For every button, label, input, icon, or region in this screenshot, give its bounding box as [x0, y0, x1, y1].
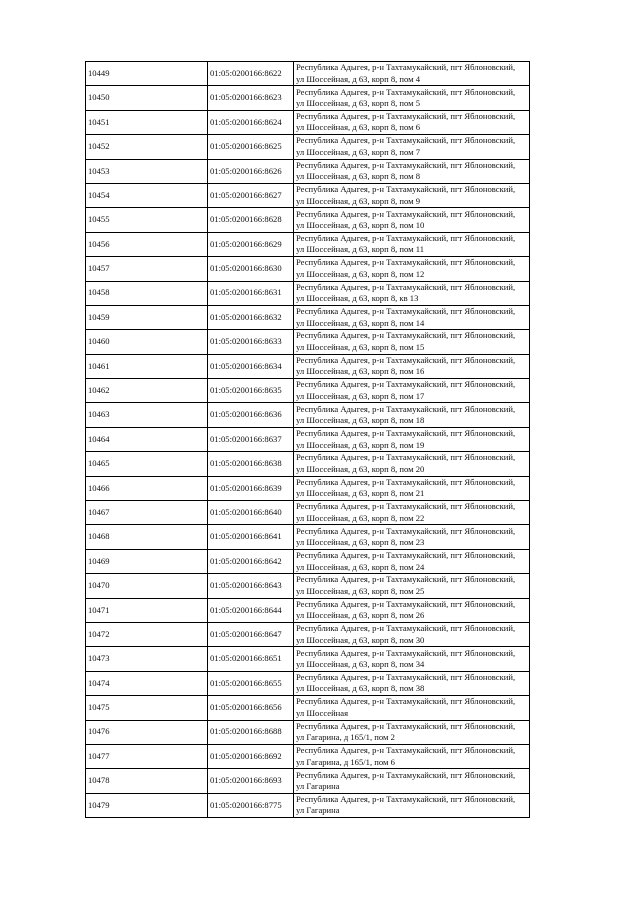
table-row — [86, 330, 530, 354]
record-number-cell: 10466 — [86, 476, 208, 500]
record-number-cell: 10450 — [86, 86, 208, 110]
address-cell — [294, 379, 530, 403]
address-cell — [294, 330, 530, 354]
table-row — [86, 769, 530, 793]
cadastral-number-cell: 01:05:0200166:8640 — [208, 501, 294, 525]
address-line-street: ул Гагарина, д 165/1, пом 6 — [296, 756, 395, 767]
record-number-cell: 10459 — [86, 305, 208, 329]
cadastral-number-cell: 01:05:0200166:8647 — [208, 622, 294, 646]
address-line-region: Республика Адыгея, р-н Тахтамукайский, пгт Яблоновский, — [296, 354, 516, 365]
address-line-street: ул Шоссейная, д 63, корп 8, пом 30 — [296, 634, 425, 645]
cadastral-number-cell: 01:05:0200166:8626 — [208, 159, 294, 183]
address-cell — [294, 305, 530, 329]
record-number-cell: 10479 — [86, 793, 208, 817]
address-line-street: ул Шоссейная, д 63, корп 8, кв 13 — [296, 293, 419, 304]
cadastral-number-cell: 01:05:0200166:8641 — [208, 525, 294, 549]
table-row — [86, 354, 530, 378]
cadastral-number-cell: 01:05:0200166:8623 — [208, 86, 294, 110]
address-line-region: Республика Адыгея, р-н Тахтамукайский, пгт Яблоновский, — [296, 257, 516, 268]
address-line-street: ул Шоссейная, д 63, корп 8, пом 25 — [296, 585, 425, 596]
record-number-cell: 10471 — [86, 598, 208, 622]
address-cell — [294, 257, 530, 281]
address-line-street: ул Шоссейная, д 63, корп 8, пом 19 — [296, 439, 425, 450]
cadastral-number-cell: 01:05:0200166:8775 — [208, 793, 294, 817]
address-line-region: Республика Адыгея, р-н Тахтамукайский, пгт Яблоновский, — [296, 769, 516, 780]
address-line-region: Республика Адыгея, р-н Тахтамукайский, пгт Яблоновский, — [296, 696, 516, 707]
address-line-street: ул Шоссейная, д 63, корп 8, пом 21 — [296, 488, 425, 499]
cadastral-number-cell: 01:05:0200166:8688 — [208, 720, 294, 744]
cadastral-number-cell: 01:05:0200166:8651 — [208, 647, 294, 671]
address-cell — [294, 135, 530, 159]
cadastral-number-cell: 01:05:0200166:8656 — [208, 696, 294, 720]
address-cell — [294, 208, 530, 232]
address-line-street: ул Шоссейная, д 63, корп 8, пом 10 — [296, 220, 425, 231]
cadastral-number-cell: 01:05:0200166:8624 — [208, 110, 294, 134]
record-number-cell: 10451 — [86, 110, 208, 134]
address-line-street: ул Шоссейная, д 63, корп 8, пом 9 — [296, 195, 421, 206]
record-number-cell: 10455 — [86, 208, 208, 232]
address-line-street: ул Шоссейная, д 63, корп 8, пом 4 — [296, 73, 421, 84]
address-line-street: ул Шоссейная, д 63, корп 8, пом 34 — [296, 659, 425, 670]
table-row — [86, 720, 530, 744]
address-cell — [294, 452, 530, 476]
cadastral-number-cell: 01:05:0200166:8629 — [208, 232, 294, 256]
address-line-street: ул Шоссейная, д 63, корп 8, пом 5 — [296, 98, 421, 109]
table-row — [86, 403, 530, 427]
table-row — [86, 232, 530, 256]
record-number-cell: 10465 — [86, 452, 208, 476]
address-line-street: ул Гагарина — [296, 805, 340, 816]
table-row — [86, 696, 530, 720]
table-row — [86, 135, 530, 159]
address-line-street: ул Гагарина — [296, 781, 340, 792]
address-line-region: Республика Адыгея, р-н Тахтамукайский, пгт Яблоновский, — [296, 330, 516, 341]
record-number-cell: 10457 — [86, 257, 208, 281]
cadastral-number-cell: 01:05:0200166:8632 — [208, 305, 294, 329]
table-row — [86, 525, 530, 549]
record-number-cell: 10475 — [86, 696, 208, 720]
address-line-street: ул Шоссейная, д 63, корп 8, пом 18 — [296, 415, 425, 426]
address-line-region: Республика Адыгея, р-н Тахтамукайский, пгт Яблоновский, — [296, 281, 516, 292]
address-line-street: ул Шоссейная, д 63, корп 8, пом 16 — [296, 366, 425, 377]
registry-table-body — [86, 62, 530, 818]
address-line-street: ул Шоссейная, д 63, корп 8, пом 15 — [296, 341, 425, 352]
table-row — [86, 208, 530, 232]
cadastral-number-cell: 01:05:0200166:8693 — [208, 769, 294, 793]
address-line-region: Республика Адыгея, р-н Тахтамукайский, пгт Яблоновский, — [296, 525, 516, 536]
address-line-street: ул Шоссейная, д 63, корп 8, пом 26 — [296, 610, 425, 621]
table-row — [86, 281, 530, 305]
address-line-region: Республика Адыгея, р-н Тахтамукайский, пгт Яблоновский, — [296, 184, 516, 195]
record-number-cell: 10473 — [86, 647, 208, 671]
address-cell — [294, 232, 530, 256]
table-row — [86, 86, 530, 110]
address-cell — [294, 110, 530, 134]
record-number-cell: 10476 — [86, 720, 208, 744]
record-number-cell: 10454 — [86, 183, 208, 207]
record-number-cell: 10458 — [86, 281, 208, 305]
address-line-street: ул Шоссейная, д 63, корп 8, пом 20 — [296, 463, 425, 474]
address-cell — [294, 598, 530, 622]
table-row — [86, 501, 530, 525]
table-row — [86, 671, 530, 695]
record-number-cell: 10463 — [86, 403, 208, 427]
address-cell — [294, 427, 530, 451]
record-number-cell: 10469 — [86, 549, 208, 573]
record-number-cell: 10464 — [86, 427, 208, 451]
table-row — [86, 183, 530, 207]
table-row — [86, 257, 530, 281]
table-row — [86, 598, 530, 622]
cadastral-number-cell: 01:05:0200166:8644 — [208, 598, 294, 622]
cadastral-number-cell: 01:05:0200166:8625 — [208, 135, 294, 159]
address-line-region: Республика Адыгея, р-н Тахтамукайский, пгт Яблоновский, — [296, 135, 516, 146]
address-line-region: Республика Адыгея, р-н Тахтамукайский, пгт Яблоновский, — [296, 428, 516, 439]
address-line-region: Республика Адыгея, р-н Тахтамукайский, пгт Яблоновский, — [296, 403, 516, 414]
record-number-cell: 10468 — [86, 525, 208, 549]
record-number-cell: 10453 — [86, 159, 208, 183]
address-line-region: Республика Адыгея, р-н Тахтамукайский, пгт Яблоновский, — [296, 86, 516, 97]
address-cell — [294, 525, 530, 549]
table-row — [86, 622, 530, 646]
address-cell — [294, 574, 530, 598]
record-number-cell: 10462 — [86, 379, 208, 403]
address-line-region: Республика Адыгея, р-н Тахтамукайский, пгт Яблоновский, — [296, 623, 516, 634]
record-number-cell: 10467 — [86, 501, 208, 525]
address-line-region: Республика Адыгея, р-н Тахтамукайский, пгт Яблоновский, — [296, 379, 516, 390]
record-number-cell: 10477 — [86, 744, 208, 768]
cadastral-number-cell: 01:05:0200166:8627 — [208, 183, 294, 207]
address-cell — [294, 769, 530, 793]
cadastral-number-cell: 01:05:0200166:8622 — [208, 62, 294, 86]
address-line-street: ул Шоссейная, д 63, корп 8, пом 14 — [296, 317, 425, 328]
address-cell — [294, 354, 530, 378]
record-number-cell: 10456 — [86, 232, 208, 256]
table-row — [86, 427, 530, 451]
table-row — [86, 476, 530, 500]
address-line-street: ул Шоссейная, д 63, корп 8, пом 17 — [296, 390, 425, 401]
address-line-street: ул Шоссейная, д 63, корп 8, пом 7 — [296, 146, 421, 157]
address-line-street: ул Шоссейная, д 63, корп 8, пом 6 — [296, 122, 421, 133]
address-line-street: ул Шоссейная, д 63, корп 8, пом 22 — [296, 512, 425, 523]
address-line-region: Республика Адыгея, р-н Тахтамукайский, пгт Яблоновский, — [296, 720, 516, 731]
table-row — [86, 305, 530, 329]
address-line-region: Республика Адыгея, р-н Тахтамукайский, пгт Яблоновский, — [296, 598, 516, 609]
record-number-cell: 10470 — [86, 574, 208, 598]
table-row — [86, 574, 530, 598]
address-line-street: ул Гагарина, д 165/1, пом 2 — [296, 732, 395, 743]
cadastral-number-cell: 01:05:0200166:8643 — [208, 574, 294, 598]
table-row — [86, 647, 530, 671]
table-row — [86, 793, 530, 817]
address-cell — [294, 744, 530, 768]
property-registry-table — [85, 61, 530, 818]
record-number-cell: 10452 — [86, 135, 208, 159]
address-cell — [294, 647, 530, 671]
address-line-region: Республика Адыгея, р-н Тахтамукайский, пгт Яблоновский, — [296, 793, 516, 804]
table-row — [86, 62, 530, 86]
record-number-cell: 10449 — [86, 62, 208, 86]
address-cell — [294, 671, 530, 695]
table-row — [86, 159, 530, 183]
address-line-region: Республика Адыгея, р-н Тахтамукайский, пгт Яблоновский, — [296, 232, 516, 243]
table-row — [86, 452, 530, 476]
address-line-region: Республика Адыгея, р-н Тахтамукайский, пгт Яблоновский, — [296, 745, 516, 756]
address-line-region: Республика Адыгея, р-н Тахтамукайский, пгт Яблоновский, — [296, 550, 516, 560]
address-cell — [294, 549, 530, 573]
address-line-street: ул Шоссейная, д 63, корп 8, пом 23 — [296, 537, 425, 548]
table-row — [86, 549, 530, 573]
cadastral-number-cell: 01:05:0200166:8633 — [208, 330, 294, 354]
record-number-cell: 10461 — [86, 354, 208, 378]
cadastral-number-cell: 01:05:0200166:8639 — [208, 476, 294, 500]
address-cell — [294, 403, 530, 427]
address-cell — [294, 86, 530, 110]
record-number-cell: 10472 — [86, 622, 208, 646]
cadastral-number-cell: 01:05:0200166:8638 — [208, 452, 294, 476]
table-row — [86, 110, 530, 134]
cadastral-number-cell: 01:05:0200166:8655 — [208, 671, 294, 695]
record-number-cell: 10460 — [86, 330, 208, 354]
cadastral-number-cell: 01:05:0200166:8636 — [208, 403, 294, 427]
address-cell — [294, 696, 530, 720]
address-line-region: Республика Адыгея, р-н Тахтамукайский, пгт Яблоновский, — [296, 501, 516, 512]
cadastral-number-cell: 01:05:0200166:8631 — [208, 281, 294, 305]
cadastral-number-cell: 01:05:0200166:8692 — [208, 744, 294, 768]
address-line-street: ул Шоссейная, д 63, корп 8, пом 11 — [296, 244, 425, 255]
address-line-street: ул Шоссейная, д 63, корп 8, пом 24 — [296, 561, 425, 572]
address-line-street: ул Шоссейная, д 63, корп 8, пом 12 — [296, 268, 425, 279]
address-line-region: Республика Адыгея, р-н Тахтамукайский, пгт Яблоновский, — [296, 208, 516, 219]
address-cell — [294, 281, 530, 305]
address-cell — [294, 720, 530, 744]
address-line-region: Республика Адыгея, р-н Тахтамукайский, пгт Яблоновский, — [296, 62, 516, 73]
record-number-cell: 10474 — [86, 671, 208, 695]
address-cell — [294, 183, 530, 207]
address-cell — [294, 159, 530, 183]
cadastral-number-cell: 01:05:0200166:8634 — [208, 354, 294, 378]
address-cell — [294, 501, 530, 525]
address-line-region: Республика Адыгея, р-н Тахтамукайский, пгт Яблоновский, — [296, 671, 516, 682]
address-cell — [294, 622, 530, 646]
address-line-region: Республика Адыгея, р-н Тахтамукайский, пгт Яблоновский, — [296, 306, 516, 317]
address-line-street: ул Шоссейная, д 63, корп 8, пом 8 — [296, 171, 421, 182]
table-row — [86, 379, 530, 403]
cadastral-number-cell: 01:05:0200166:8630 — [208, 257, 294, 281]
table-row — [86, 744, 530, 768]
address-line-region: Республика Адыгея, р-н Тахтамукайский, пгт Яблоновский, — [296, 574, 516, 585]
address-line-region: Республика Адыгея, р-н Тахтамукайский, пгт Яблоновский, — [296, 647, 516, 658]
address-line-region: Республика Адыгея, р-н Тахтамукайский, пгт Яблоновский, — [296, 159, 516, 170]
address-cell — [294, 476, 530, 500]
address-line-region: Республика Адыгея, р-н Тахтамукайский, пгт Яблоновский, — [296, 110, 516, 121]
address-cell — [294, 62, 530, 86]
cadastral-number-cell: 01:05:0200166:8642 — [208, 549, 294, 573]
cadastral-number-cell: 01:05:0200166:8637 — [208, 427, 294, 451]
address-line-street: ул Шоссейная — [296, 707, 349, 718]
address-cell — [294, 793, 530, 817]
address-line-region: Республика Адыгея, р-н Тахтамукайский, пгт Яблоновский, — [296, 452, 516, 463]
cadastral-number-cell: 01:05:0200166:8635 — [208, 379, 294, 403]
address-line-street: ул Шоссейная, д 63, корп 8, пом 38 — [296, 683, 425, 694]
record-number-cell: 10478 — [86, 769, 208, 793]
cadastral-number-cell: 01:05:0200166:8628 — [208, 208, 294, 232]
address-line-region: Республика Адыгея, р-н Тахтамукайский, пгт Яблоновский, — [296, 476, 516, 487]
